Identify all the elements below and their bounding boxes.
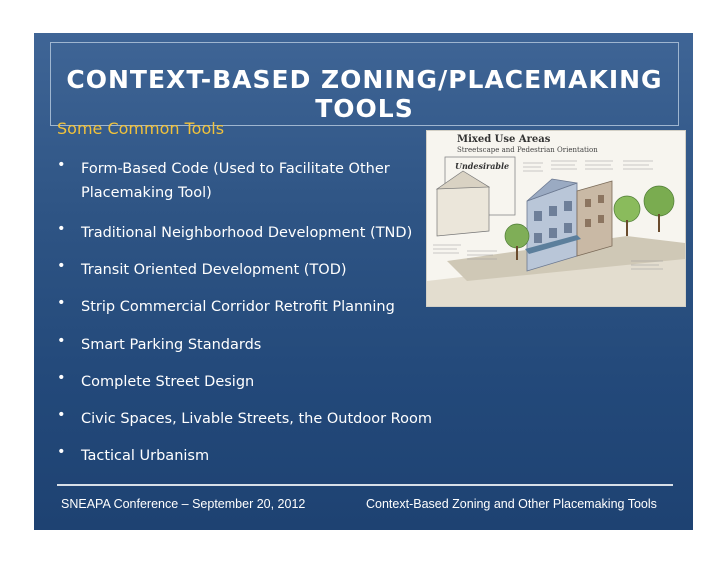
title-frame [50,42,679,126]
list-item-text: Smart Parking Standards [81,337,262,353]
slide [34,33,693,530]
section-subtitle: Some Common Tools [57,119,225,138]
streetscape-drawing [427,131,685,306]
footer-presentation-title: Context-Based Zoning and Other Placemaking Tools [366,497,657,511]
list-item-text: Form-Based Code (Used to Facilitate Other [81,161,390,177]
bullet-dot-icon: • [57,221,66,237]
figure-subtitle: Streetscape and Pedestrian Orientation [457,146,598,154]
list-item-text-continued: Placemaking Tool) [81,185,212,201]
list-item-text: Complete Street Design [81,374,255,390]
bullet-dot-icon: • [57,444,66,460]
list-item-text: Traditional Neighborhood Development (TND) [81,225,413,241]
footer-divider [57,484,673,486]
list-item-text: Strip Commercial Corridor Retrofit Planning [81,299,395,315]
slide-title: CONTEXT-BASED ZONING/PLACEMAKING TOOLS [66,65,663,123]
bullet-dot-icon: • [57,157,66,173]
footer-conference: SNEAPA Conference – September 20, 2012 [61,497,306,511]
figure-title: Mixed Use Areas [457,134,551,145]
bullet-dot-icon: • [57,407,66,423]
list-item-text: Transit Oriented Development (TOD) [81,262,347,278]
bullet-dot-icon: • [57,258,66,274]
list-item-text: Civic Spaces, Livable Streets, the Outdoor Room [81,411,432,427]
list-item-text: Tactical Urbanism [81,448,210,464]
figure-label-undesirable: Undesirable [455,161,510,171]
bullet-dot-icon: • [57,370,66,386]
bullet-dot-icon: • [57,333,66,349]
bullet-dot-icon: • [57,295,66,311]
streetscape-illustration [426,130,686,307]
